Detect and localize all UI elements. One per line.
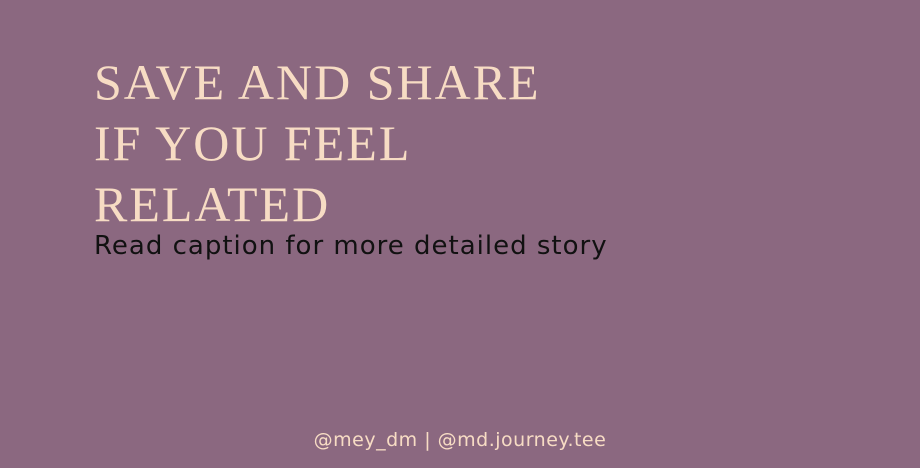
social-handles: @mey_dm | @md.journey.tee	[313, 429, 607, 451]
headline-line-2: IF YOU FEEL	[94, 115, 412, 171]
headline-line-1: SAVE AND SHARE	[94, 54, 541, 110]
headline	[94, 52, 854, 235]
headline-line-3: RELATED	[94, 176, 331, 232]
caption-prompt: Read caption for more detailed story	[94, 231, 608, 261]
